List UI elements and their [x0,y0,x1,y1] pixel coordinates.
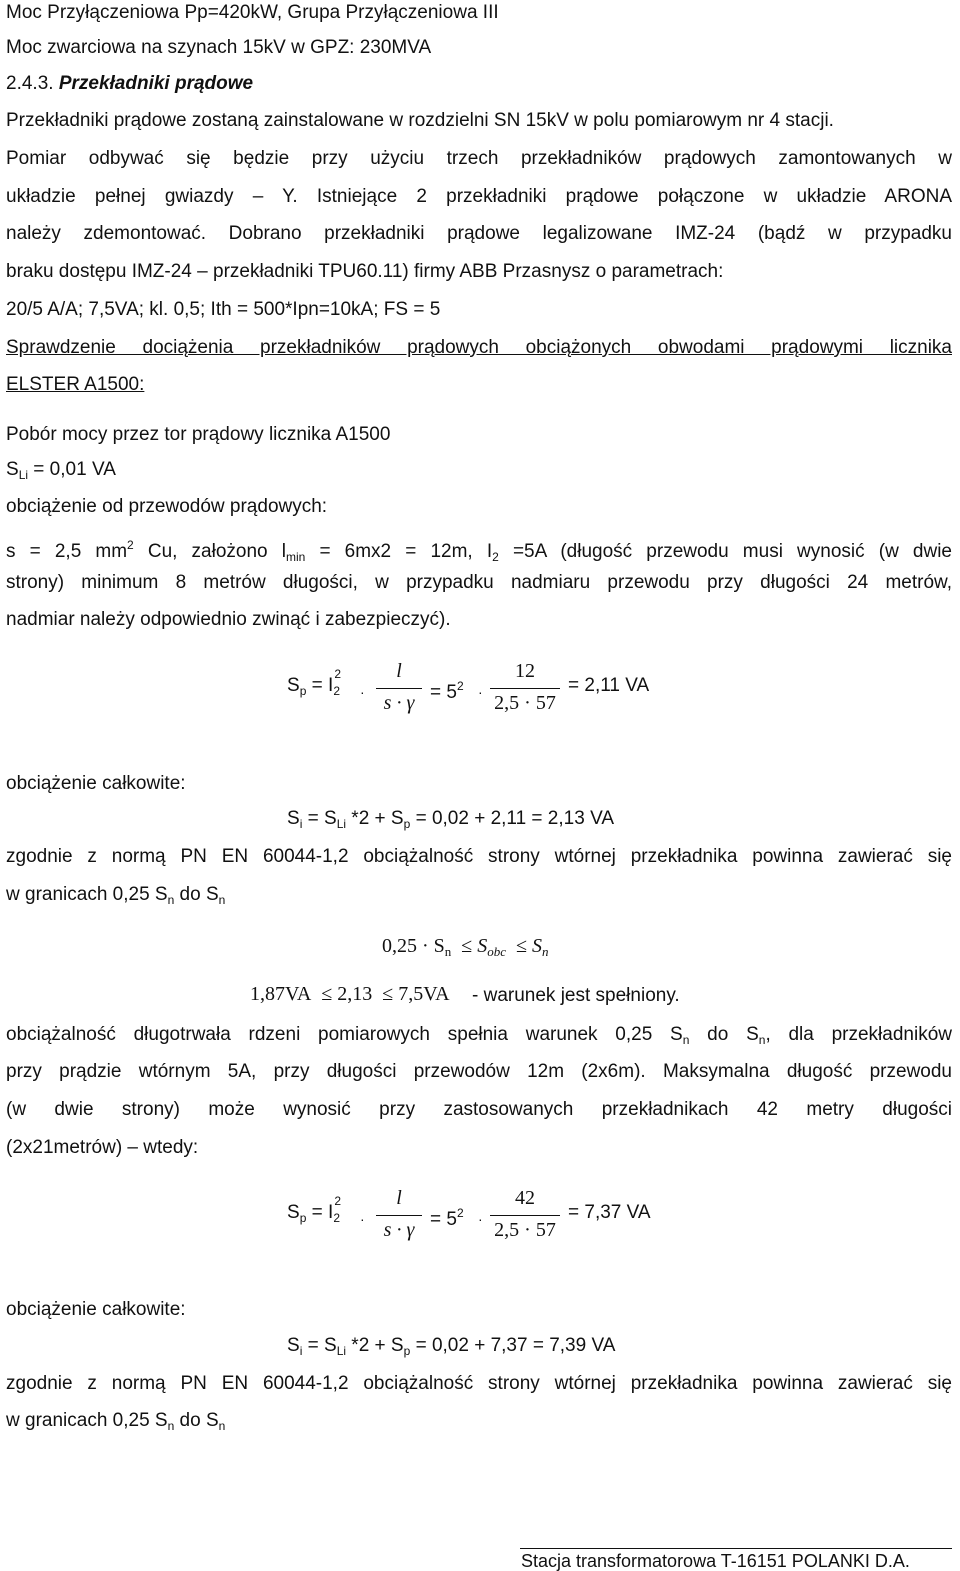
formula-2-eq2: = $5^2$ [430,1206,464,1230]
intro-line-1: Przekładniki prądowe zostaną zainstalowane w rozdzielni SN 15kV w polu pomiarowym nr 4 stacji. [6,110,834,131]
total-2-equation: $S_i = S_{Li}$ $*2 + S_p = 0,02 + 7,37 = 7,39$ VA [287,1335,616,1358]
formula-1-den-sg: s · γ [383,692,415,714]
header-line-1: Moc Przyłączeniowa Pp=420kW, Grupa Przyłączeniowa III [6,2,499,23]
norm-2-line-2: w granicach 0,25 $S_n$ do $S_n$ [6,1410,226,1433]
inequality-row-1: $0,25 \cdot S_n \le S_{obc} \le S_n$ [382,935,549,959]
norm-1-line-2: w granicach 0,25 $S_n$ do $S_n$ [6,884,226,907]
intro-line-4: należy zdemontować. Dobrano przekładniki prądowe legalizowane IMZ-24 (bądź w przypadku [6,223,952,244]
section-heading [6,73,253,95]
formula-1-fraction-line [376,688,422,689]
leads-line-2: strony) minimum 8 metrów długości, w przypadku nadmiaru przewodu przy długości 24 metrów, [6,572,952,593]
formula-2-fraction-line-2 [490,1215,560,1216]
intro-line-6: 20/5 A/A; 7,5VA; kl. 0,5; Ith = 500*Ipn=10kA; FS = 5 [6,299,441,320]
formula-2-fraction-line [376,1215,422,1216]
footer-rule [520,1548,952,1549]
header-line-2: Moc zwarciowa na szynach 15kV w GPZ: 230MVA [6,37,432,58]
section-number: 2.4.3. [6,73,54,94]
total-2-label: obciążenie całkowite: [6,1299,186,1320]
formula-1-lhs: $S_p = I_2$ 2 [287,667,341,698]
intro-line-5: braku dostępu IMZ-24 – przekładniki TPU60.11) firmy ABB Przasnysz o parametrach: [6,261,724,282]
intro-line-2: Pomiar odbywać się będzie przy użyciu trzech przekładników prądowych zamontowanych w [6,148,952,169]
total-1-equation: $S_i = S_{Li}$ $*2 + S_p = 0,02 + 2,11 = 2,13$ VA [287,808,614,831]
formula-2-num-value: 42 [515,1187,535,1209]
leads-line-3: nadmiar należy odpowiednio zwinąć i zabezpieczyć). [6,609,451,630]
capacity-line-1: obciążalność długotrwała rdzeni pomiarowych spełnia warunek 0,25 $S_n$ do $S_n$, dla przekładników [6,1024,952,1047]
capacity-line-2: przy prądzie wtórnym 5A, przy długości przewodów 12m (2x6m). Maksymalna długość przewodu [6,1061,952,1082]
check-heading-line-2: ELSTER A1500: [6,374,145,395]
total-1-label: obciążenie całkowite: [6,773,186,794]
norm-2-line-1: zgodnie z normą PN EN 60044-1,2 obciążalność strony wtórnej przekładnika powinna zawierać się [6,1373,952,1394]
inequality-note: - warunek jest spełniony. [472,985,680,1006]
leads-line-1: s = 2,5 $mm^2$ Cu, założono $l_{min} = 6mx2 = 12m$, $I_2 =5A$ (długość przewodu musi wynosić (w dwie [6,538,952,564]
capacity-line-3: (w dwie strony) może wynosić przy zastosowanych przekładnikach 42 metry długości [6,1099,952,1120]
formula-2-lhs: $S_p = I_2$ 2 [287,1194,341,1225]
inequality-row-2: 1,87VA ≤ 2,13 ≤ 7,5VA [250,983,450,1005]
formula-1-num-value: 12 [515,660,535,682]
formula-2-den-sg: s · γ [383,1219,415,1241]
capacity-line-4: (2x21metrów) – wtedy: [6,1137,199,1158]
check-heading-line-1: Sprawdzenie dociążenia przekładników prądowych obciążonych obwodami prądowymi licznika [6,337,952,358]
leads-label: obciążenie od przewodów prądowych: [6,496,328,517]
page-footer: Stacja transformatorowa T-16151 POLANKI D.A. [521,1551,910,1571]
intro-line-3: układzie pełnej gwiazdy – Y. Istniejące 2 przekładniki prądowe połączone w układzie ARONA [6,186,952,207]
formula-1-den-value: 2,5 · 57 [494,692,556,714]
formula-2-result: = 7,37 VA [568,1202,651,1223]
formula-1-eq2: = $5^2$ [430,679,464,703]
formula-1-fraction-line-2 [490,688,560,689]
section-title: Przekładniki prądowe [58,73,254,94]
norm-1-line-1: zgodnie z normą PN EN 60044-1,2 obciążalność strony wtórnej przekładnika powinna zawierać się [6,846,952,867]
formula-2-num-l: l [396,1187,402,1209]
formula-1-result: = 2,11 VA [568,675,650,696]
meter-sli: $S_{Li} = 0,01$ VA [6,459,116,482]
meter-label: Pobór mocy przez tor prądowy licznika A1500 [6,424,391,445]
formula-2-den-value: 2,5 · 57 [494,1219,556,1241]
formula-1-num-l: l [396,660,402,682]
